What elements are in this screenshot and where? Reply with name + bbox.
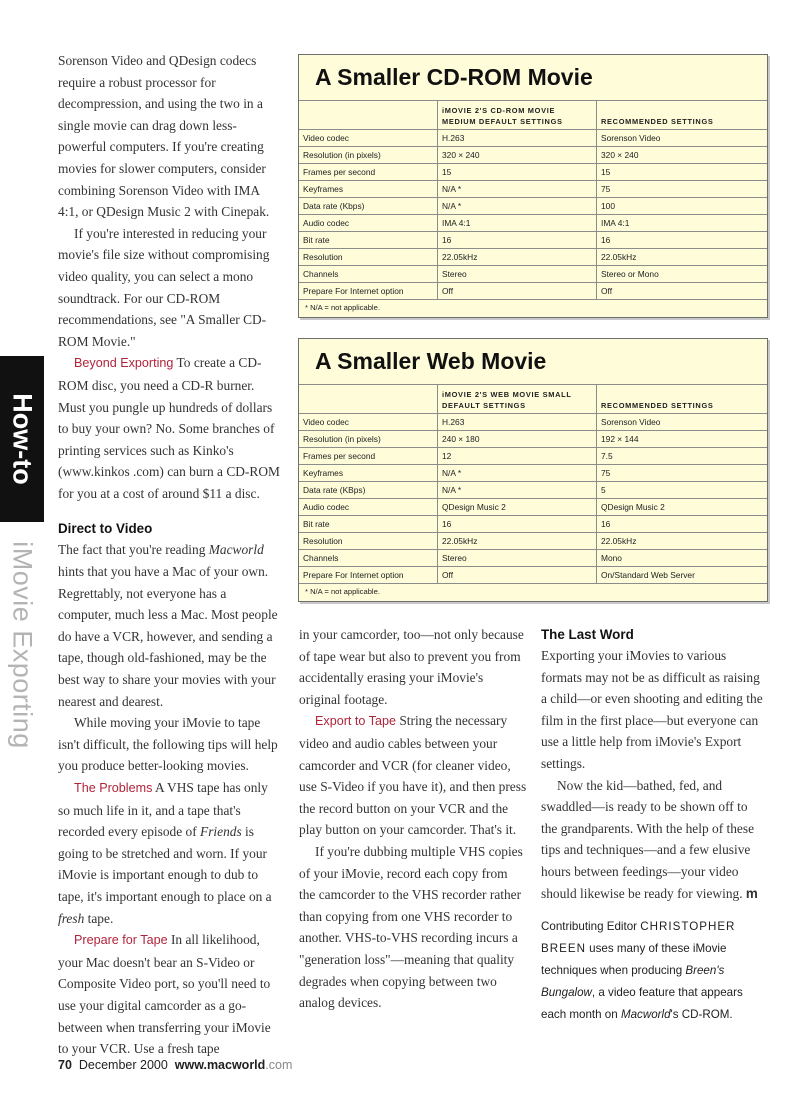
row-label: Channels xyxy=(299,550,438,567)
table-cell: N/A * xyxy=(438,465,597,482)
section-heading: The Last Word xyxy=(541,627,634,642)
section-tab-label: How-to xyxy=(7,393,38,485)
table-cell: Off xyxy=(597,283,768,300)
table-row xyxy=(299,249,767,266)
table-row xyxy=(299,550,767,567)
row-label: Keyframes xyxy=(299,465,438,482)
paragraph-text: The fact that you're reading xyxy=(58,542,209,558)
paragraph-text: In all likelihood, your Mac doesn't bear an S-Video or Composite Video port, so you'll need to use your digital camcorder as a go-between when transferring your iMovie to your VCR. Use a fresh tape xyxy=(58,932,271,1057)
table-cell: Stereo xyxy=(438,550,597,567)
paragraph xyxy=(58,539,282,712)
table-row xyxy=(299,283,767,300)
section-tab xyxy=(0,356,44,522)
table-cell: On/Standard Web Server xyxy=(597,567,768,584)
paragraph: If you're dubbing multiple VHS copies of your iMovie, record each copy from the camcorder to the VHS recorder rather than copying from one VHS recorder to another. VHS-to-VHS recording incurs a "generation loss"—meaning that quality degrades when copying between two analog devices. xyxy=(299,843,523,1011)
row-label: Keyframes xyxy=(299,181,438,198)
row-label: Resolution (in pixels) xyxy=(299,431,438,448)
table-cell: 75 xyxy=(597,181,768,198)
row-label: Frames per second xyxy=(299,448,438,465)
table-cell: IMA 4:1 xyxy=(597,215,768,232)
table-title: A Smaller Web Movie xyxy=(315,348,547,374)
table-cell: Stereo or Mono xyxy=(597,266,768,283)
table-cell: 16 xyxy=(438,232,597,249)
table-cell: 22.05kHz xyxy=(597,533,768,550)
table-cell: 15 xyxy=(597,164,768,181)
row-label: Data rate (KBps) xyxy=(299,482,438,499)
table-cell: 7.5 xyxy=(597,448,768,465)
table-cdrom-movie xyxy=(298,54,768,318)
row-label: Resolution (in pixels) xyxy=(299,147,438,164)
byline-text: 's CD-ROM. xyxy=(670,1008,733,1022)
paragraph-text: tape. xyxy=(84,910,114,926)
row-label: Channels xyxy=(299,266,438,283)
table-row xyxy=(299,147,767,164)
column-3 xyxy=(541,624,767,1026)
page-number: 70 xyxy=(58,1058,72,1072)
column-2 xyxy=(299,624,527,1014)
section-subtitle: iMovie Exporting xyxy=(7,541,38,749)
table-cell: Sorenson Video xyxy=(597,130,768,147)
site-tld: .com xyxy=(265,1058,293,1072)
row-label: Video codec xyxy=(299,414,438,431)
row-label: Bit rate xyxy=(299,232,438,249)
row-label: Audio codec xyxy=(299,499,438,516)
table-body xyxy=(299,130,767,300)
table-row xyxy=(299,232,767,249)
table-cell: 5 xyxy=(597,482,768,499)
emphasis: Macworld xyxy=(620,1008,671,1022)
row-label: Frames per second xyxy=(299,164,438,181)
column-header: iMOVIE 2'S WEB MOVIE SMALL DEFAULT SETTINGS xyxy=(438,385,597,414)
page-footer xyxy=(58,1058,292,1072)
table-row xyxy=(299,198,767,215)
settings-table xyxy=(299,384,767,584)
paragraph-text: is going to be stretched and worn. If your iMovie is important enough to dub to tape, it's important enough to place on a xyxy=(58,824,272,904)
author-name: CHRISTOPHER BREEN xyxy=(541,920,736,956)
table-cell: 75 xyxy=(597,465,768,482)
paragraph xyxy=(299,710,527,841)
table-row xyxy=(299,448,767,465)
header-empty xyxy=(299,101,438,130)
table-row xyxy=(299,215,767,232)
table-cell: H.263 xyxy=(438,130,597,147)
emphasis: Friends xyxy=(200,824,242,840)
table-body xyxy=(299,414,767,584)
paragraph: Exporting your iMovies to various formats may not be as difficult as raising a child—or even shooting and editing the film in the first place—but everyone can use a little help from iMovie's Export settings. xyxy=(541,648,763,771)
table-cell: QDesign Music 2 xyxy=(597,499,768,516)
row-label: Prepare For Internet option xyxy=(299,283,438,300)
table-row xyxy=(299,516,767,533)
paragraph-text: A VHS tape has only so much life in it, and a tape that's recorded every episode of xyxy=(58,780,268,840)
paragraph-text: hints that you have a Mac of your own. Regrettably, not everyone has a computer, much less a Mac. Most people do have a VCR, however, and sending a tape, though old-fashioned, may be the best way to share your movies with your nearest and dearest. xyxy=(58,564,278,709)
paragraph-text: Now the kid—bathed, fed, and swaddled—is ready to be shown off to the grandparents. With the help of these tips and techniques—and a few elusive hours between feedings—your video should likewise be ready for viewing. xyxy=(541,777,755,901)
byline-text: uses many of these iMovie techniques when producing xyxy=(541,942,727,978)
row-label: Resolution xyxy=(299,533,438,550)
run-in-head: Export to Tape xyxy=(315,714,396,729)
table-row xyxy=(299,414,767,431)
emphasis: fresh xyxy=(58,910,85,926)
header-empty xyxy=(299,385,438,414)
table-cell: H.263 xyxy=(438,414,597,431)
table-cell: 320 × 240 xyxy=(438,147,597,164)
emphasis: Macworld xyxy=(208,542,264,558)
column-header: iMOVIE 2'S CD-ROM MOVIE MEDIUM DEFAULT SETTINGS xyxy=(438,101,597,130)
table-row xyxy=(299,164,767,181)
row-label: Data rate (Kbps) xyxy=(299,198,438,215)
table-cell: 16 xyxy=(597,232,768,249)
run-in-head: Prepare for Tape xyxy=(74,933,168,948)
byline-text: , a video feature that appears each month on xyxy=(541,986,743,1022)
table-cell: Off xyxy=(438,567,597,584)
table-cell: IMA 4:1 xyxy=(438,215,597,232)
paragraph-text: To create a CD-ROM disc, you need a CD-R burner. Must you pungle up hundreds of dollars to buy your own? No. Some branches of printing services such as Kinko's (www.kinkos .com) can burn a CD-ROM for you at a cost of around $11 a disc. xyxy=(58,355,280,501)
section-heading: Direct to Video xyxy=(58,521,153,537)
row-label: Bit rate xyxy=(299,516,438,533)
column-1 xyxy=(58,50,282,1060)
paragraph: Sorenson Video and QDesign codecs require a robust processor for decompression, and using the two in a single movie can drag down less-powerful computers. If you're creating movies for slower computers, consider combining Sorenson Video with IMA 4:1, or QDesign Music 2 with Cinepak. xyxy=(58,53,270,220)
table-cell: Off xyxy=(438,283,597,300)
table-cell: Sorenson Video xyxy=(597,414,768,431)
table-web-movie xyxy=(298,338,768,602)
paragraph xyxy=(58,352,282,504)
column-header: RECOMMENDED SETTINGS xyxy=(597,101,768,130)
table-footnote: * N/A = not applicable. xyxy=(305,303,380,312)
table-row xyxy=(299,567,767,584)
paragraph xyxy=(58,929,282,1060)
site-url: www.macworld xyxy=(174,1058,266,1072)
table-title: A Smaller CD-ROM Movie xyxy=(315,64,593,90)
table-cell: 16 xyxy=(597,516,768,533)
paragraph xyxy=(541,775,767,905)
paragraph: While moving your iMovie to tape isn't difficult, the following tips will help you produce better-looking movies. xyxy=(58,715,278,774)
byline-text: Contributing Editor xyxy=(541,920,641,934)
row-label: Video codec xyxy=(299,130,438,147)
table-cell: Mono xyxy=(597,550,768,567)
paragraph xyxy=(58,777,282,929)
row-label: Resolution xyxy=(299,249,438,266)
paragraph: in your camcorder, too—not only because of tape wear but also to prevent you from accidentally erasing your iMovie's original footage. xyxy=(299,627,524,707)
author-byline xyxy=(541,916,767,1026)
table-cell: 192 × 144 xyxy=(597,431,768,448)
table-cell: 22.05kHz xyxy=(438,533,597,550)
table-cell: N/A * xyxy=(438,181,597,198)
table-row xyxy=(299,465,767,482)
table-row xyxy=(299,431,767,448)
table-cell: 22.05kHz xyxy=(438,249,597,266)
end-mark: m xyxy=(745,885,758,901)
table-row xyxy=(299,266,767,283)
table-cell: 320 × 240 xyxy=(597,147,768,164)
table-cell: Stereo xyxy=(438,266,597,283)
row-label: Prepare For Internet option xyxy=(299,567,438,584)
column-header: RECOMMENDED SETTINGS xyxy=(597,385,768,414)
emphasis: Breen's Bungalow xyxy=(541,964,725,1000)
paragraph: If you're interested in reducing your movie's file size without compromising video quality, you can select a mono soundtrack. For our CD-ROM recommendations, see "A Smaller CD-ROM Movie." xyxy=(58,225,270,349)
run-in-head: Beyond Exporting xyxy=(74,356,174,371)
issue-date: December 2000 xyxy=(78,1058,168,1072)
table-cell: 22.05kHz xyxy=(597,249,768,266)
table-row xyxy=(299,482,767,499)
table-cell: 100 xyxy=(597,198,768,215)
table-row xyxy=(299,533,767,550)
table-row xyxy=(299,130,767,147)
table-cell: 16 xyxy=(438,516,597,533)
table-row xyxy=(299,499,767,516)
row-label: Audio codec xyxy=(299,215,438,232)
table-cell: 12 xyxy=(438,448,597,465)
paragraph-text: String the necessary video and audio cables between your camcorder and VCR (for cleaner video, use S-Video if you have it), and then press the record button on your VCR and the play button on your camcorder. That's it. xyxy=(299,713,527,838)
run-in-head: The Problems xyxy=(74,781,153,795)
settings-table xyxy=(299,100,767,300)
table-cell: N/A * xyxy=(438,198,597,215)
table-cell: 15 xyxy=(438,164,597,181)
table-cell: 240 × 180 xyxy=(438,431,597,448)
table-cell: N/A * xyxy=(438,482,597,499)
table-row xyxy=(299,181,767,198)
table-footnote: * N/A = not applicable. xyxy=(305,587,380,596)
table-cell: QDesign Music 2 xyxy=(438,499,597,516)
